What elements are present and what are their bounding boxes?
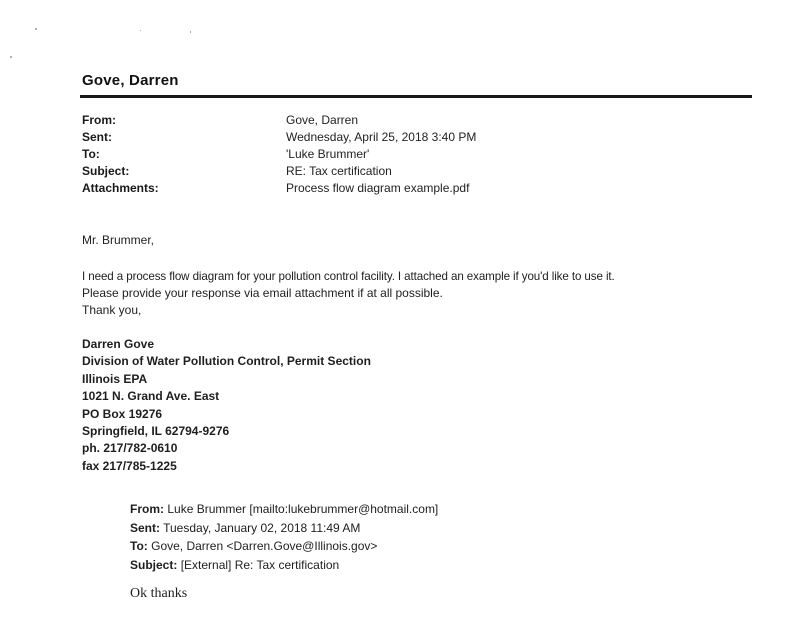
header-row-sent xyxy=(82,129,722,145)
header-label: To: xyxy=(82,147,100,161)
body-line-1: I need a process flow diagram for your pollution control facility. I attached an example if you'd like to use it. xyxy=(82,270,615,283)
closing: Thank you, xyxy=(82,303,142,317)
quoted-sent-value: Tuesday, January 02, 2018 11:49 AM xyxy=(163,520,361,535)
quoted-message-header xyxy=(130,500,438,574)
sender-heading: Gove, Darren xyxy=(82,72,179,89)
quoted-label: From: xyxy=(130,502,164,516)
signature-po-box: PO Box 19276 xyxy=(82,406,163,421)
heading-divider xyxy=(80,95,752,98)
signature-street: 1021 N. Grand Ave. East xyxy=(82,389,220,404)
header-row-attachments xyxy=(82,180,722,196)
header-label: Sent: xyxy=(82,130,112,144)
scan-speck xyxy=(140,30,141,31)
attachment-link[interactable]: Process flow diagram example.pdf xyxy=(286,181,470,195)
header-row-to xyxy=(82,146,722,162)
header-value-from: Gove, Darren xyxy=(286,113,359,127)
signature-name: Darren Gove xyxy=(82,337,155,351)
quoted-from-value[interactable]: Luke Brummer [mailto:lukebrummer@hotmail.com] xyxy=(167,502,439,516)
header-row-from xyxy=(82,112,722,128)
quoted-from xyxy=(130,500,438,519)
header-label: Attachments: xyxy=(82,181,159,195)
scan-speck xyxy=(10,56,12,58)
quoted-to-value[interactable]: Gove, Darren <Darren.Gove@Illinois.gov> xyxy=(151,539,378,553)
quoted-sent xyxy=(130,519,438,538)
header-value-to: 'Luke Brummer' xyxy=(286,147,370,161)
quoted-reply-body: Ok thanks xyxy=(130,586,188,601)
header-value-sent: Wednesday, April 25, 2018 3:40 PM xyxy=(286,130,477,144)
signature-fax: fax 217/785-1225 xyxy=(82,458,177,473)
quoted-label: To: xyxy=(130,539,148,553)
signature-phone: ph. 217/782-0610 xyxy=(82,441,178,456)
greeting: Mr. Brummer, xyxy=(82,233,155,247)
signature-city: Springfield, IL 62794-9276 xyxy=(82,424,230,439)
body-line-2: Please provide your response via email attachment if at all possible. xyxy=(82,286,443,300)
quoted-subject xyxy=(130,556,438,575)
quoted-label: Subject: xyxy=(130,557,178,572)
header-row-subject xyxy=(82,163,722,179)
header-label: From: xyxy=(82,113,116,127)
signature-agency: Illinois EPA xyxy=(82,371,148,386)
quoted-label: Sent: xyxy=(130,520,160,535)
signature-block xyxy=(82,336,371,475)
header-value-subject: RE: Tax certification xyxy=(286,164,392,178)
header-label: Subject: xyxy=(82,164,130,178)
quoted-to xyxy=(130,537,438,556)
signature-division: Division of Water Pollution Control, Permit Section xyxy=(82,354,371,369)
scan-speck xyxy=(190,31,191,33)
quoted-subject-value: [External] Re: Tax certification xyxy=(180,557,340,572)
scan-speck xyxy=(35,28,37,30)
